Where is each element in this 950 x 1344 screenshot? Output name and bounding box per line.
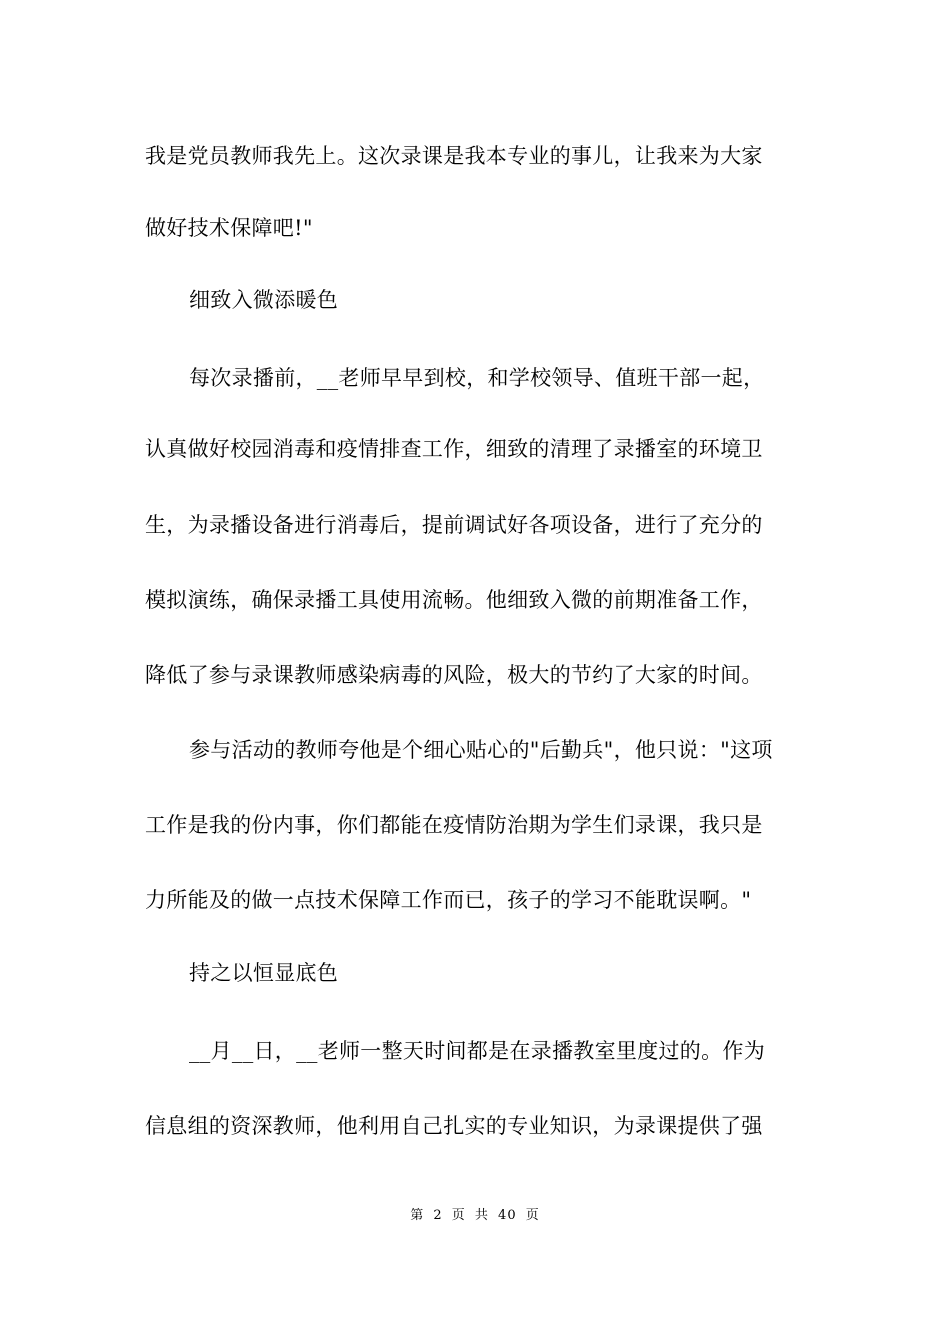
body-line-5: 生，为录播设备进行消毒后，提前调试好各项设备，进行了充分的 bbox=[145, 513, 763, 537]
body-line-12: 信息组的资深教师，他利用自己扎实的专业知识，为录课提供了强 bbox=[145, 1114, 763, 1138]
section-heading-1: 细致入微添暖色 bbox=[189, 288, 339, 312]
section-heading-2: 持之以恒显底色 bbox=[189, 961, 339, 985]
body-line-4: 认真做好校园消毒和疫情排查工作，细致的清理了录播室的环境卫 bbox=[145, 437, 763, 461]
body-line-6: 模拟演练，确保录播工具使用流畅。他细致入微的前期准备工作， bbox=[145, 588, 763, 612]
body-line-1: 我是党员教师我先上。这次录课是我本专业的事儿，让我来为大家 bbox=[145, 144, 763, 168]
body-line-11: __月__日，__老师一整天时间都是在录播教室里度过的。作为 bbox=[189, 1039, 765, 1063]
body-line-2: 做好技术保障吧!" bbox=[145, 216, 313, 240]
page-number-footer: 第 2 页 共 40 页 bbox=[410, 1208, 540, 1223]
body-line-8: 参与活动的教师夸他是个细心贴心的"后勤兵"，他只说："这项 bbox=[189, 738, 773, 762]
body-line-9: 工作是我的份内事，你们都能在疫情防治期为学生们录课，我只是 bbox=[145, 813, 763, 837]
body-line-10: 力所能及的做一点技术保障工作而已，孩子的学习不能耽误啊。" bbox=[145, 888, 752, 912]
body-line-7: 降低了参与录课教师感染病毒的风险，极大的节约了大家的时间。 bbox=[145, 663, 763, 687]
body-line-3: 每次录播前，__老师早早到校，和学校领导、值班干部一起， bbox=[189, 366, 765, 390]
